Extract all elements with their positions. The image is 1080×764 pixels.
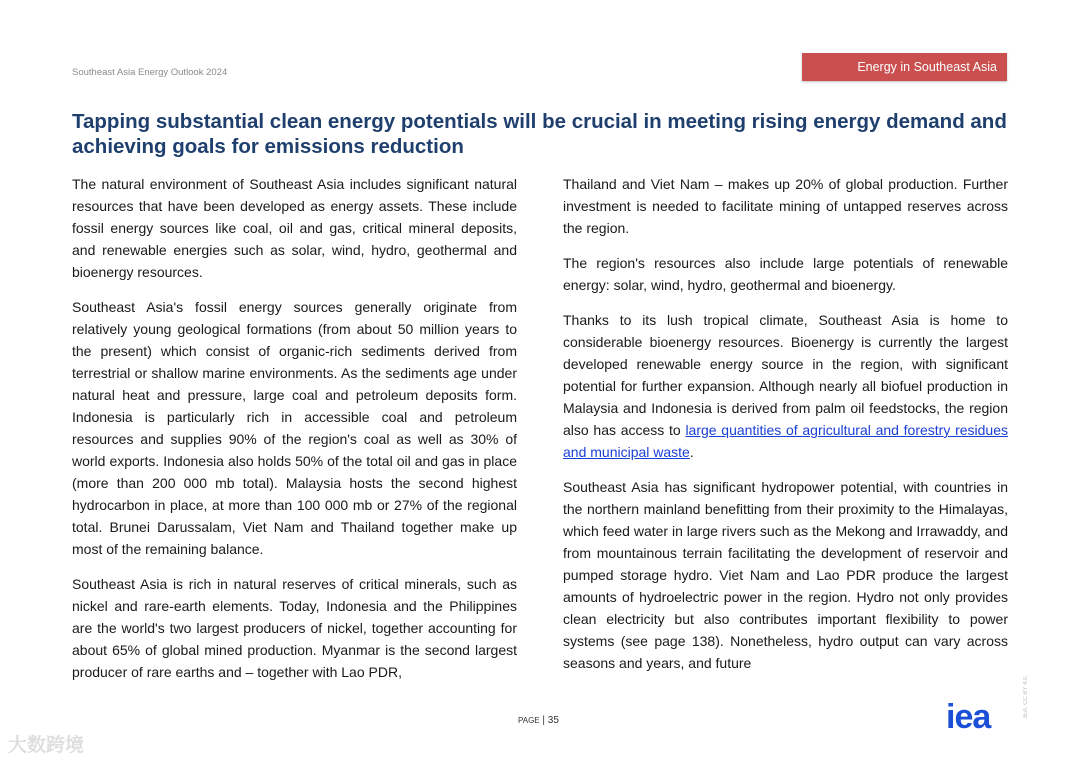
- page-label: PAGE: [518, 716, 540, 725]
- paragraph: The natural environment of Southeast Asia includes significant natural resources that have been developed as energy assets. These include fossil energy sources like coal, oil and gas, critical mineral deposits, and renewable energies such as solar, wind, hydro, geothermal and bioenergy resources.: [72, 176, 517, 280]
- right-column: [563, 173, 1008, 687]
- page-title: Tapping substantial clean energy potentials will be crucial in meeting rising energy demand and achieving goals for emissions reduction: [72, 110, 1007, 158]
- page-number: [518, 715, 559, 726]
- page-number-value: | 35: [542, 715, 559, 726]
- left-column: [72, 173, 517, 696]
- paragraph: Thailand and Viet Nam – makes up 20% of global production. Further investment is needed to facilitate mining of untapped reserves across the region.: [563, 176, 1008, 236]
- paragraph: Southeast Asia's fossil energy sources generally originate from relatively young geological formations (from about 50 million years to the present) which consist of organic-rich sediments derived from terrestrial or shallow marine environments. As the sediments age under natural heat and pressure, large coal and petroleum deposits form. Indonesia is particularly rich in accessible coal and petroleum resources and supplies 90% of the region's coal as well as 30% of world exports. Indonesia also holds 50% of the total oil and gas in place (more than 200 000 mb total). Malaysia hosts the second highest hydrocarbon in place, at more than 100 000 mb or 27% of the regional total. Brunei Darussalam, Viet Nam and Thailand together make up most of the remaining balance.: [72, 299, 517, 557]
- paragraph: The region's resources also include large potentials of renewable energy: solar, wind, hydro, geothermal and bioenergy.: [563, 255, 1008, 293]
- paragraph: [563, 309, 1008, 463]
- iea-logo: iea: [946, 698, 991, 736]
- section-tag: Energy in Southeast Asia: [802, 53, 1007, 81]
- license-text: IEA. CC BY 4.0.: [1023, 675, 1029, 718]
- text: .: [689, 444, 694, 460]
- text: Thanks to its lush tropical climate, Southeast Asia is home to considerable bioenergy resources. Bioenergy is currently the largest developed renewable energy source in the region, with significant potential for further expansion. Although nearly all biofuel production in Malaysia and Indonesia is derived from palm oil feedstocks, the region also has access to: [563, 312, 1008, 438]
- watermark: 大数跨境: [8, 735, 85, 756]
- paragraph: Southeast Asia has significant hydropower potential, with countries in the northern mainland benefitting from their proximity to the Himalayas, which feed water in large rivers such as the Mekong and Irrawaddy, and from mountainous terrain facilitating the development of reservoir and pumped storage hydro. Viet Nam and Lao PDR produce the largest amounts of hydroelectric power in the region. Hydro not only provides clean electricity but also contributes important flexibility to power systems (see page 138). Nonetheless, hydro output can vary across seasons and years, and future: [563, 479, 1008, 671]
- publication-header: Southeast Asia Energy Outlook 2024: [72, 67, 228, 78]
- residues-link[interactable]: large quantities of agricultural and forestry residues and municipal waste: [563, 422, 1008, 460]
- paragraph: Southeast Asia is rich in natural reserves of critical minerals, such as nickel and rare-earth elements. Today, Indonesia and the Philippines are the world's two largest producers of nickel, together accounting for about 65% of global mined production. Myanmar is the second largest producer of rare earths and – together with Lao PDR,: [72, 576, 517, 680]
